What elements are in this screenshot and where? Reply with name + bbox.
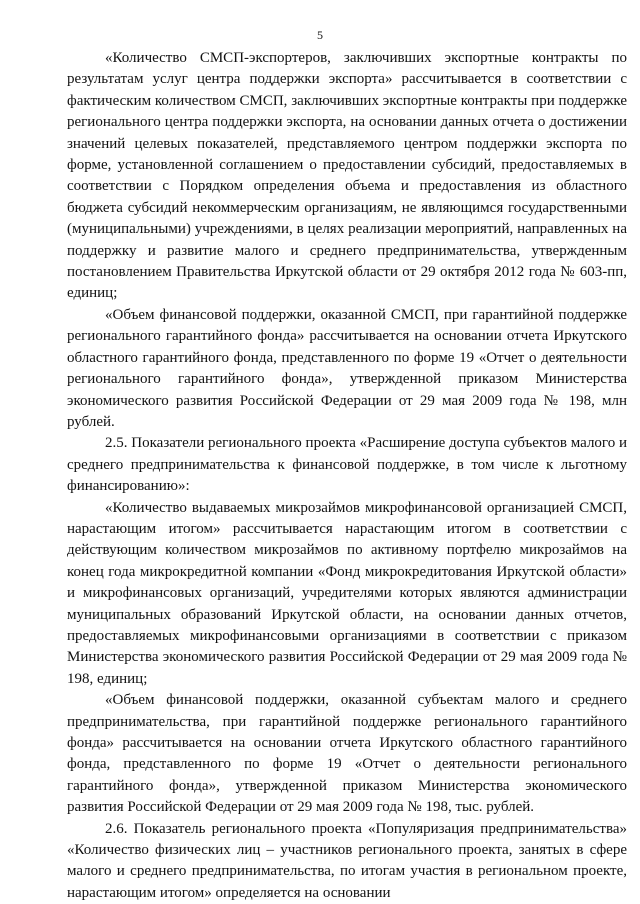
paragraph-financial-support-volume: «Объем финансовой поддержки, оказанной субъектам малого и среднего предпринимательства, при гарантийной поддержке регионального гарантийного фонда» рассчитывается на основании отчета Иркутского областного гарантийного фонда, представленного по форме 19 «Отчет о деятельности регионального гарантийного фонда», утвержденной приказом Министерства экономического развития Российской Федерации от 29 мая 2009 года № 198, тыс. рублей.: [67, 692, 627, 816]
paragraph-smsp-exporters: «Количество СМСП-экспортеров, заключивших экспортные контракты по результатам услуг центра поддержки экспорта» рассчитывается в соответствии с фактическим количеством СМСП, заключивших экспортные контракты при поддержке регионального центра поддержки экспорта, на основании данных отчета о достижении значений целевых показателей, представляемого центром поддержки экспорта по форме, установленной соглашением о предоставлении субсидий, предоставляемых в соответствии с Порядком определения объема и предоставления из областного бюджета субсидий некоммерческим организациям, не являющимся государственными (муниципальными) учреждениями, в целях реализации мероприятий, направленных на поддержку и развитие малого и среднего предпринимательства, утвержденным постановлением Правительства Иркутской области от 29 октября 2012 года № 603-пп, единиц;: [67, 50, 627, 302]
document-body: [67, 48, 627, 904]
paragraph-microloans-count: «Количество выдаваемых микрозаймов микрофинансовой организацией СМСП, нарастающим итогом» рассчитывается нарастающим итогом в соответствии с действующим количеством микрозаймов по активному портфелю микрозаймов на конец года микрокредитной компании «Фонд микрокредитования Иркутской области» и микрофинансовых организаций, учредителями которых являются администрации муниципальных образований Иркутской области, на основании данных отчетов, предоставляемых микрофинансовыми организациями в соответствии с приказом Министерства экономического развития Российской Федерации от 29 мая 2009 года № 198, единиц;: [67, 499, 627, 687]
paragraph-section-2-6: 2.6. Показатель регионального проекта «Популяризация предпринимательства» «Количество физических лиц – участников регионального проекта, занятых в сфере малого и среднего предпринимательства, по итогам участия в региональном проекте, нарастающим итогом» определяется на основании: [67, 820, 627, 901]
page-number: 5: [317, 28, 323, 42]
paragraph-guarantee-support-volume: «Объем финансовой поддержки, оказанной СМСП, при гарантийной поддержке регионального гарантийного фонда» рассчитывается на основании отчета Иркутского областного гарантийного фонда, представленного по форме 19 «Отчет о деятельности регионального гарантийного фонда», утвержденной приказом Министерства экономического развития Российской Федерации от 29 мая 2009 года № 198, млн рублей.: [67, 306, 627, 430]
paragraph-section-2-5: 2.5. Показатели регионального проекта «Расширение доступа субъектов малого и среднего предпринимательства к финансовой поддержке, в том числе к льготному финансированию»:: [67, 435, 627, 495]
